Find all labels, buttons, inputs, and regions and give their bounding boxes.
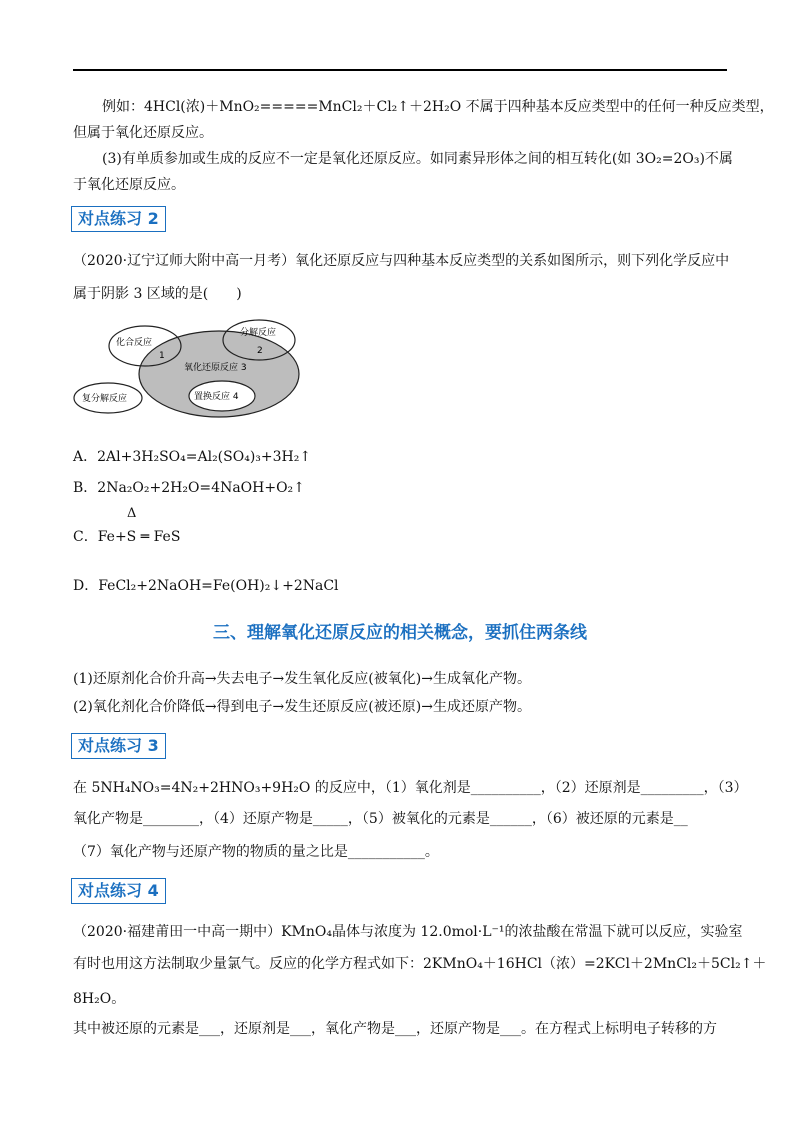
intro-line-1: 例如：4HCl(浓)＋MnO₂=====MnCl₂＋Cl₂↑＋2H₂O 不属于四种基本反应类型中的任何一种反应类型， — [102, 99, 774, 115]
practice-4-line-2: 有时也用这方法制取少量氯气。反应的化学方程式如下：2KMnO₄＋16HCl（浓）=2KCl＋2MnCl₂＋5Cl₂↑＋ — [73, 956, 767, 972]
decomposition-label: 分解反应 — [240, 328, 277, 338]
option-d: D．FeCl₂+2NaOH=Fe(OH)₂↓+2NaCl — [73, 578, 339, 594]
option-b: B．2Na₂O₂+2H₂O=4NaOH+O₂↑ — [73, 480, 305, 496]
practice-3-label: 对点练习 3 — [71, 733, 166, 759]
displacement-label: 置换反应 4 — [194, 392, 239, 402]
practice-3-line-1: 在 5NH₄NO₃=4N₂+2HNO₃+9H₂O 的反应中，（1）氧化剂是__________，（2）还原剂是_________，（3） — [73, 780, 748, 796]
practice-4-line-4: 其中被还原的元素是___，还原剂是___，氧化产物是___，还原产物是___。在方程式上标明电子转移的方 — [73, 1021, 717, 1037]
intro-line-4: 于氧化还原反应。 — [73, 177, 185, 193]
practice-3-line-3: （7）氧化产物与还原产物的物质的量之比是___________。 — [73, 844, 439, 860]
double-displacement-label: 复分解反应 — [82, 394, 128, 404]
practice-2-question-line-2: 属于阴影 3 区域的是( ) — [73, 286, 242, 302]
option-a: A．2Al+3H₂SO₄=Al₂(SO₄)₃+3H₂↑ — [73, 449, 312, 465]
region-2-label: 2 — [257, 346, 263, 356]
practice-3-line-2: 氧化产物是________，（4）还原产物是_____，（5）被氧化的元素是______，（6）被还原的元素是__ — [73, 811, 688, 827]
intro-line-2: 但属于氧化还原反应。 — [73, 125, 213, 141]
header-rule — [73, 69, 727, 71]
option-c: C．Fe+S ═ FeS — [73, 529, 181, 545]
practice-2-question-line-1: （2020·辽宁辽师大附中高一月考）氧化还原反应与四种基本反应类型的关系如图所示，则下列化学反应中 — [73, 253, 730, 269]
redox-label: 氧化还原反应 3 — [184, 363, 247, 373]
practice-4-label: 对点练习 4 — [71, 878, 166, 904]
practice-2-label: 对点练习 2 — [71, 206, 166, 232]
section-3-heading: 三、理解氧化还原反应的相关概念，要抓住两条线 — [213, 623, 587, 643]
practice-4-line-3: 8H₂O。 — [73, 991, 126, 1007]
reaction-type-venn-diagram — [70, 318, 310, 418]
intro-line-3: (3)有单质参加或生成的反应不一定是氧化还原反应。如同素异形体之间的相互转化(如 3O₂=2O₃)不属 — [102, 151, 733, 167]
combination-label: 化合反应 — [116, 338, 153, 348]
practice-4-line-1: （2020·福建莆田一中高一期中）KMnO₄晶体与浓度为 12.0mol·L⁻¹的浓盐酸在常温下就可以反应，实验室 — [73, 924, 743, 940]
section-3-line-1: (1)还原剂化合价升高→失去电子→发生氧化反应(被氧化)→生成氧化产物。 — [73, 671, 531, 687]
region-1-label: 1 — [159, 351, 165, 361]
option-c-heat-symbol: Δ — [127, 506, 137, 521]
section-3-line-2: (2)氧化剂化合价降低→得到电子→发生还原反应(被还原)→生成还原产物。 — [73, 699, 531, 715]
